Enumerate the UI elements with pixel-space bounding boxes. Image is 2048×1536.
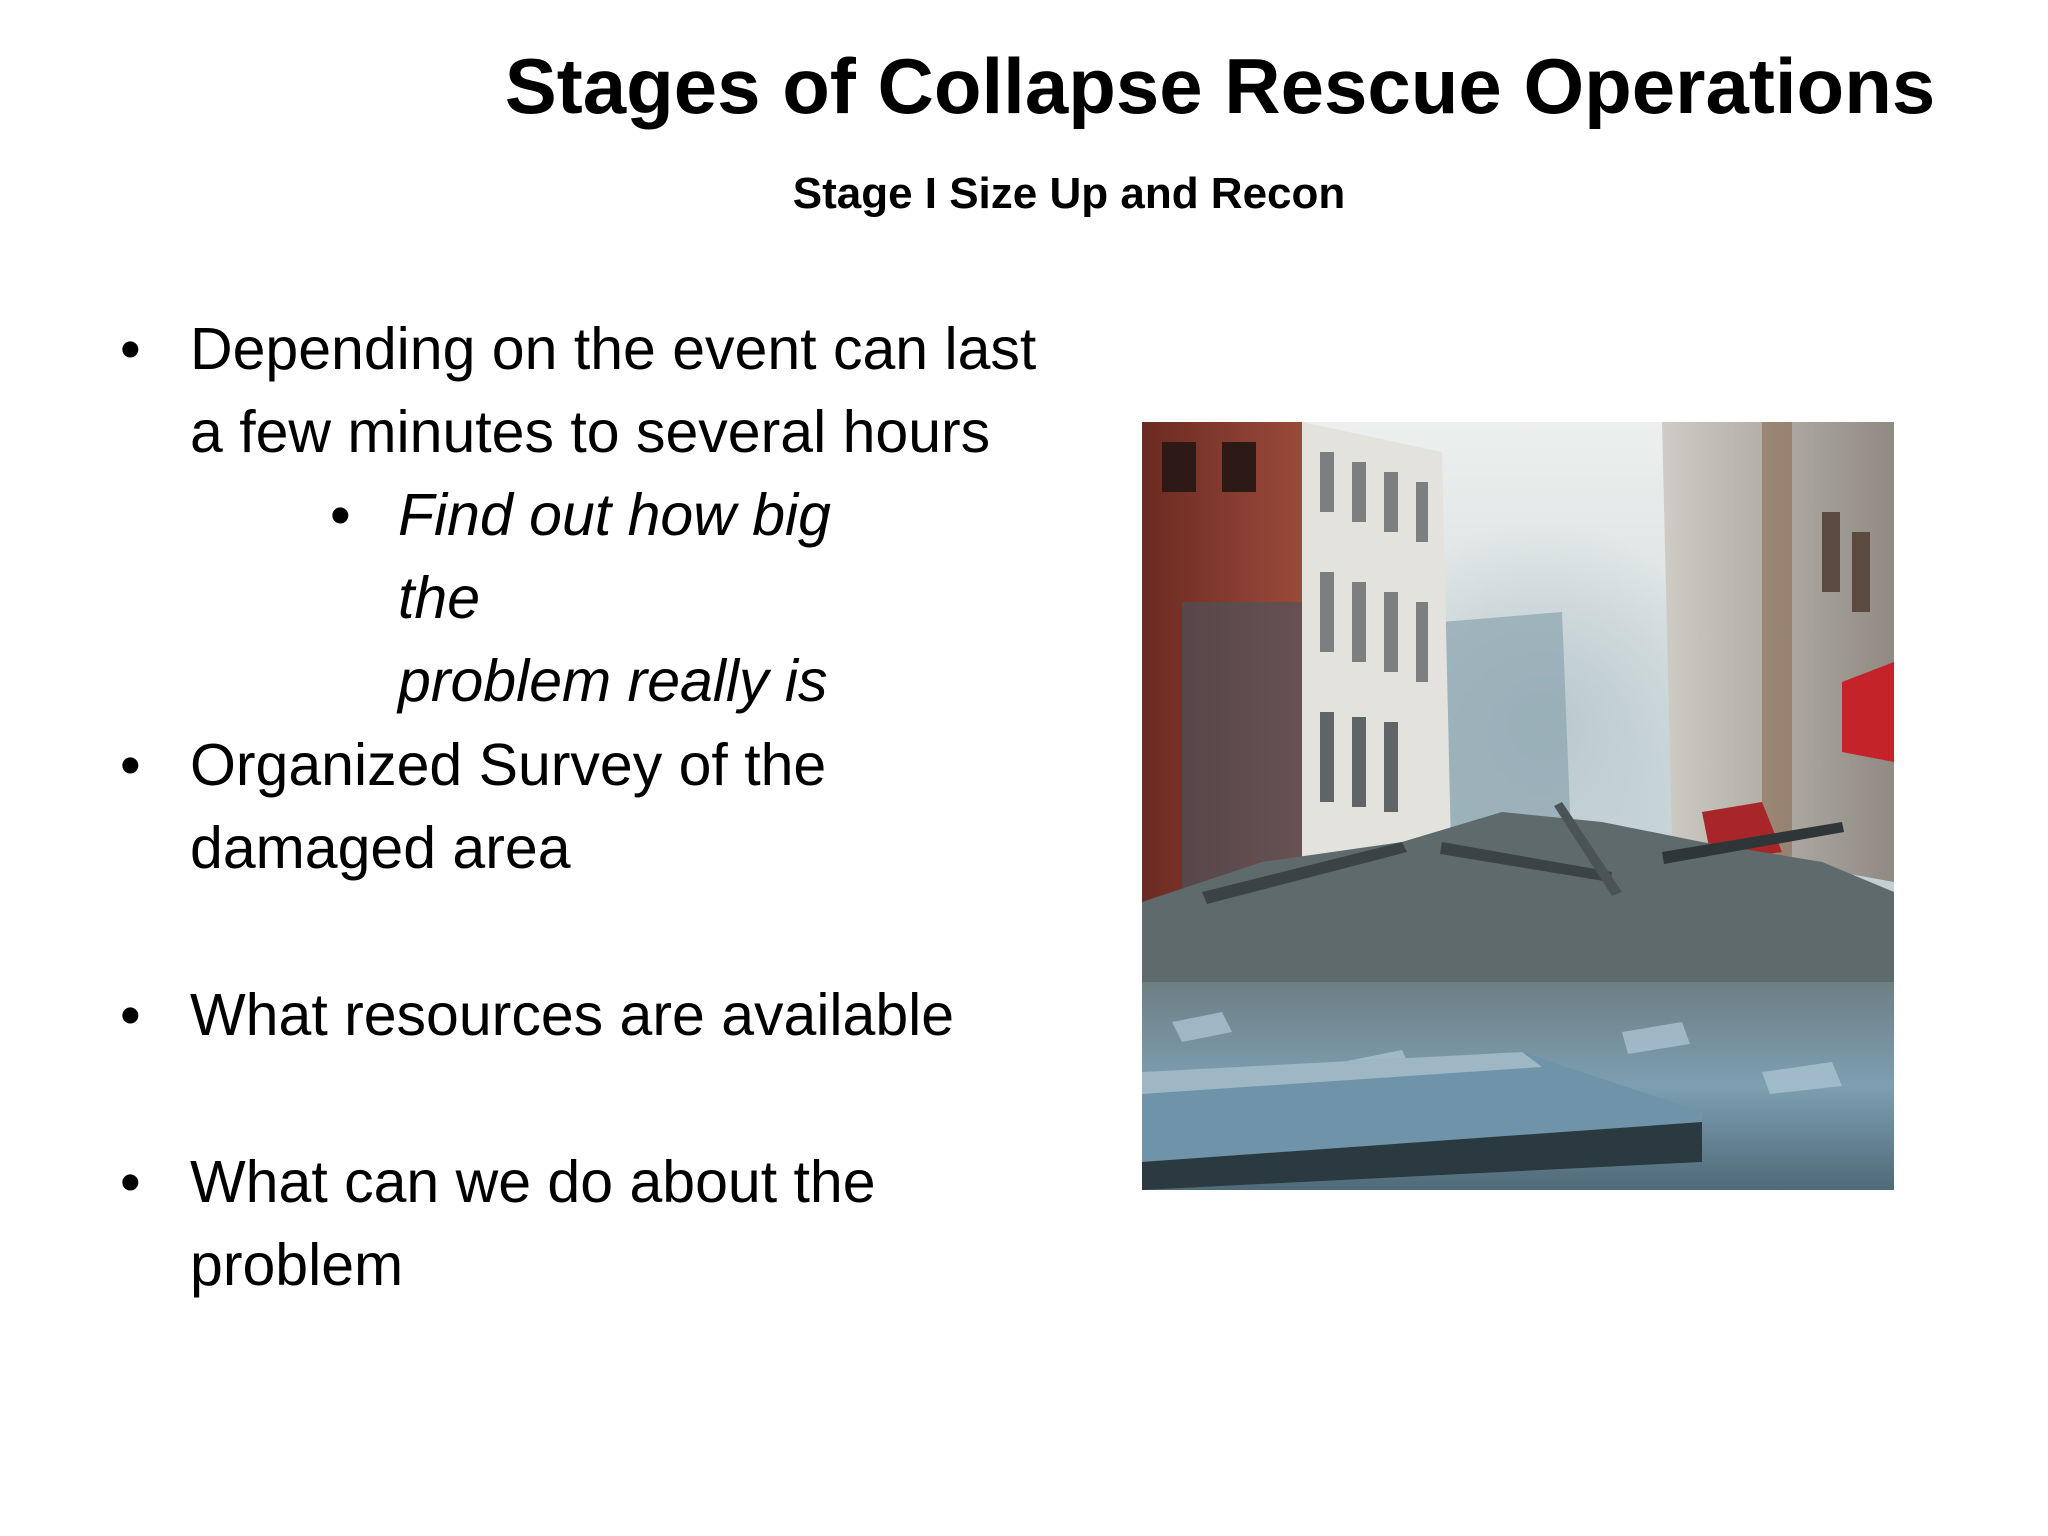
- photo-illustration: [1142, 422, 1894, 1190]
- photo-left-window: [1222, 442, 1256, 492]
- bullet-line: problem: [190, 1232, 404, 1298]
- photo-white-building-window: [1416, 602, 1428, 682]
- collapsed-building-rubble-photo: [1142, 422, 1894, 1190]
- sub-bullet-line: problem really is: [398, 648, 828, 714]
- photo-white-building-window: [1352, 582, 1366, 662]
- photo-right-building-window: [1822, 512, 1840, 592]
- sub-bullet-line: Find out how big the: [398, 482, 831, 631]
- slide-subtitle: Stage I Size Up and Recon: [792, 169, 1346, 218]
- bullet-line: damaged area: [190, 815, 571, 881]
- photo-white-building-window: [1352, 717, 1366, 807]
- bullet-text: [190, 1141, 1130, 1307]
- photo-left-window: [1162, 442, 1196, 492]
- bullet-dot-icon: •: [330, 482, 351, 548]
- photo-white-building-window: [1416, 482, 1428, 542]
- photo-right-building-window: [1852, 532, 1870, 612]
- sub-bullet-text: [398, 474, 918, 723]
- bullet-line: Organized Survey of the: [190, 732, 827, 798]
- bullet-line: What resources are available: [190, 982, 955, 1048]
- bullet-dot-icon: •: [120, 316, 141, 382]
- bullet-line: Depending on the event can last: [190, 316, 1037, 382]
- slide-title: Stages of Collapse Rescue Operations: [504, 42, 1936, 130]
- bullet-text: [190, 974, 1130, 1057]
- bullet-line: a few minutes to several hours: [190, 399, 991, 465]
- bullet-dot-icon: •: [120, 1149, 141, 1215]
- photo-white-building-window: [1320, 452, 1334, 512]
- photo-white-building-window: [1320, 572, 1334, 652]
- bullet-dot-icon: •: [120, 732, 141, 798]
- bullet-dot-icon: •: [120, 982, 141, 1048]
- photo-white-building-window: [1352, 462, 1366, 522]
- bullet-text: [190, 308, 1130, 474]
- photo-white-building-window: [1384, 472, 1398, 532]
- bullet-text: [190, 724, 1130, 890]
- photo-white-building-window: [1384, 722, 1398, 812]
- photo-white-building-window: [1384, 592, 1398, 672]
- photo-white-building-window: [1320, 712, 1334, 802]
- photo-right-building-edge: [1762, 422, 1792, 862]
- bullet-line: What can we do about the: [190, 1149, 876, 1215]
